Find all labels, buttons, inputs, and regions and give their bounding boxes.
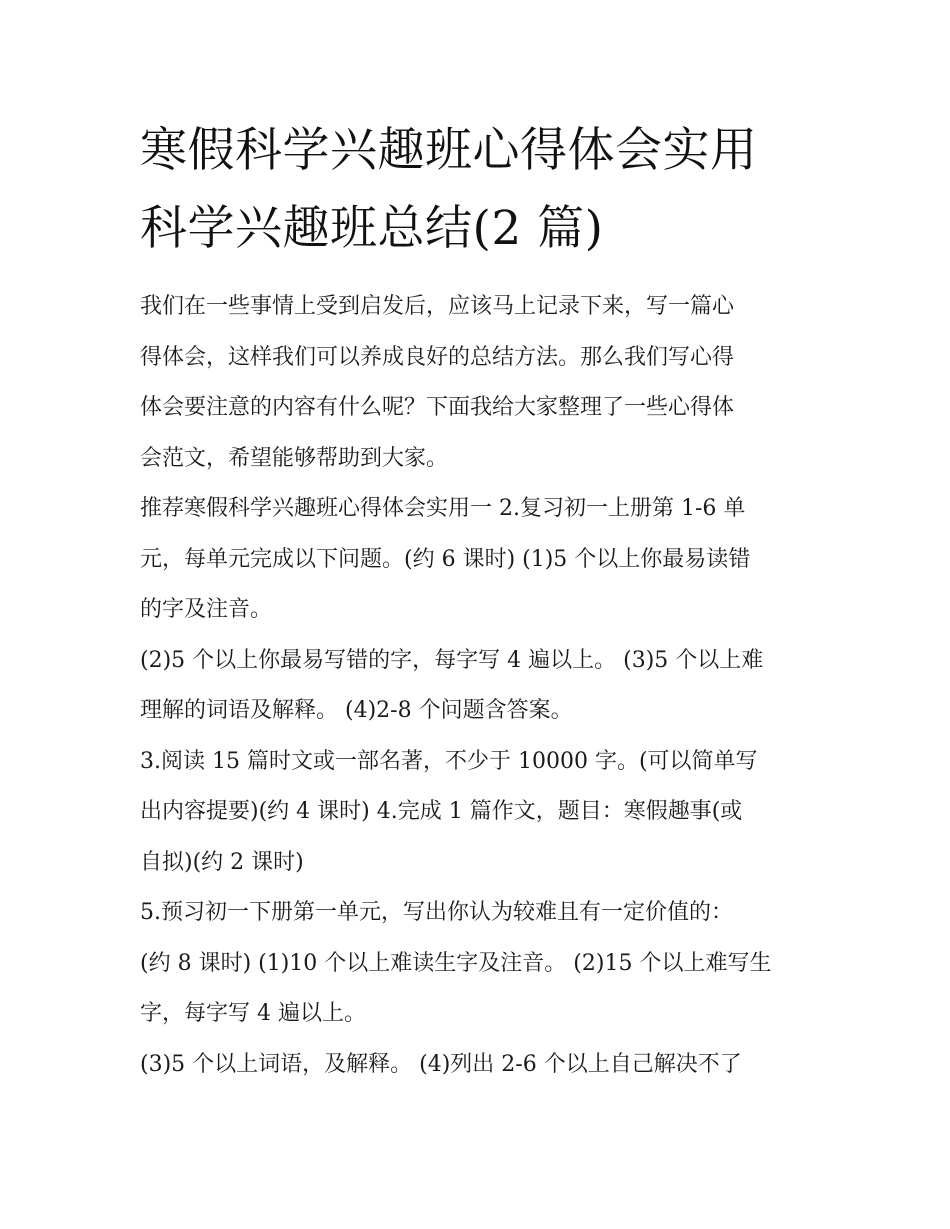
text-line: (3)5 个以上词语，及解释。 (4)列出 2-6 个以上自己解决不了 xyxy=(140,1051,742,1077)
paragraph-intro xyxy=(140,282,820,484)
text-line: 得体会，这样我们可以养成良好的总结方法。那么我们写心得 xyxy=(140,344,735,370)
text-line: 3.阅读 15 篇时文或一部名著，不少于 10000 字。(可以简单写 xyxy=(140,748,758,774)
text-line: (2)5 个以上你最易写错的字，每字写 4 遍以上。 (3)5 个以上难 xyxy=(140,647,764,673)
text-line: 自拟)(约 2 课时) xyxy=(140,849,304,875)
document-body xyxy=(140,282,820,1090)
paragraph-review xyxy=(140,484,820,636)
paragraph-writing xyxy=(140,636,820,737)
title-line-2: 科学兴趣班总结(2 篇) xyxy=(140,201,604,256)
text-line: 理解的词语及解释。 (4)2-8 个问题含答案。 xyxy=(140,698,573,723)
text-line: 字，每字写 4 遍以上。 xyxy=(140,1001,366,1026)
document-page xyxy=(140,112,820,1090)
text-line: (约 8 课时) (1)10 个以上难读生字及注音。 (2)15 个以上难写生 xyxy=(140,950,772,976)
title-line-1: 寒假科学兴趣班心得体会实用 xyxy=(140,123,758,178)
text-line: 出内容提要)(约 4 课时) 4.完成 1 篇作文，题目：寒假趣事(或 xyxy=(140,799,743,824)
paragraph-reading xyxy=(140,737,820,889)
document-title xyxy=(140,112,820,268)
text-line: 我们在一些事情上受到启发后，应该马上记录下来，写一篇心 xyxy=(140,294,735,319)
text-line: 元，每单元完成以下问题。(约 6 课时) (1)5 个以上你最易读错 xyxy=(140,546,751,572)
text-line: 体会要注意的内容有什么呢？下面我给大家整理了一些心得体 xyxy=(140,395,735,420)
text-line: 会范文，希望能够帮助到大家。 xyxy=(140,445,449,471)
paragraph-vocabulary xyxy=(140,1040,820,1091)
text-line: 推荐寒假科学兴趣班心得体会实用一 2.复习初一上册第 1-6 单 xyxy=(140,496,746,521)
text-line: 5.预习初一下册第一单元，写出你认为较难且有一定价值的： xyxy=(140,900,733,925)
paragraph-preview xyxy=(140,888,820,1040)
text-line: 的字及注音。 xyxy=(140,597,273,622)
